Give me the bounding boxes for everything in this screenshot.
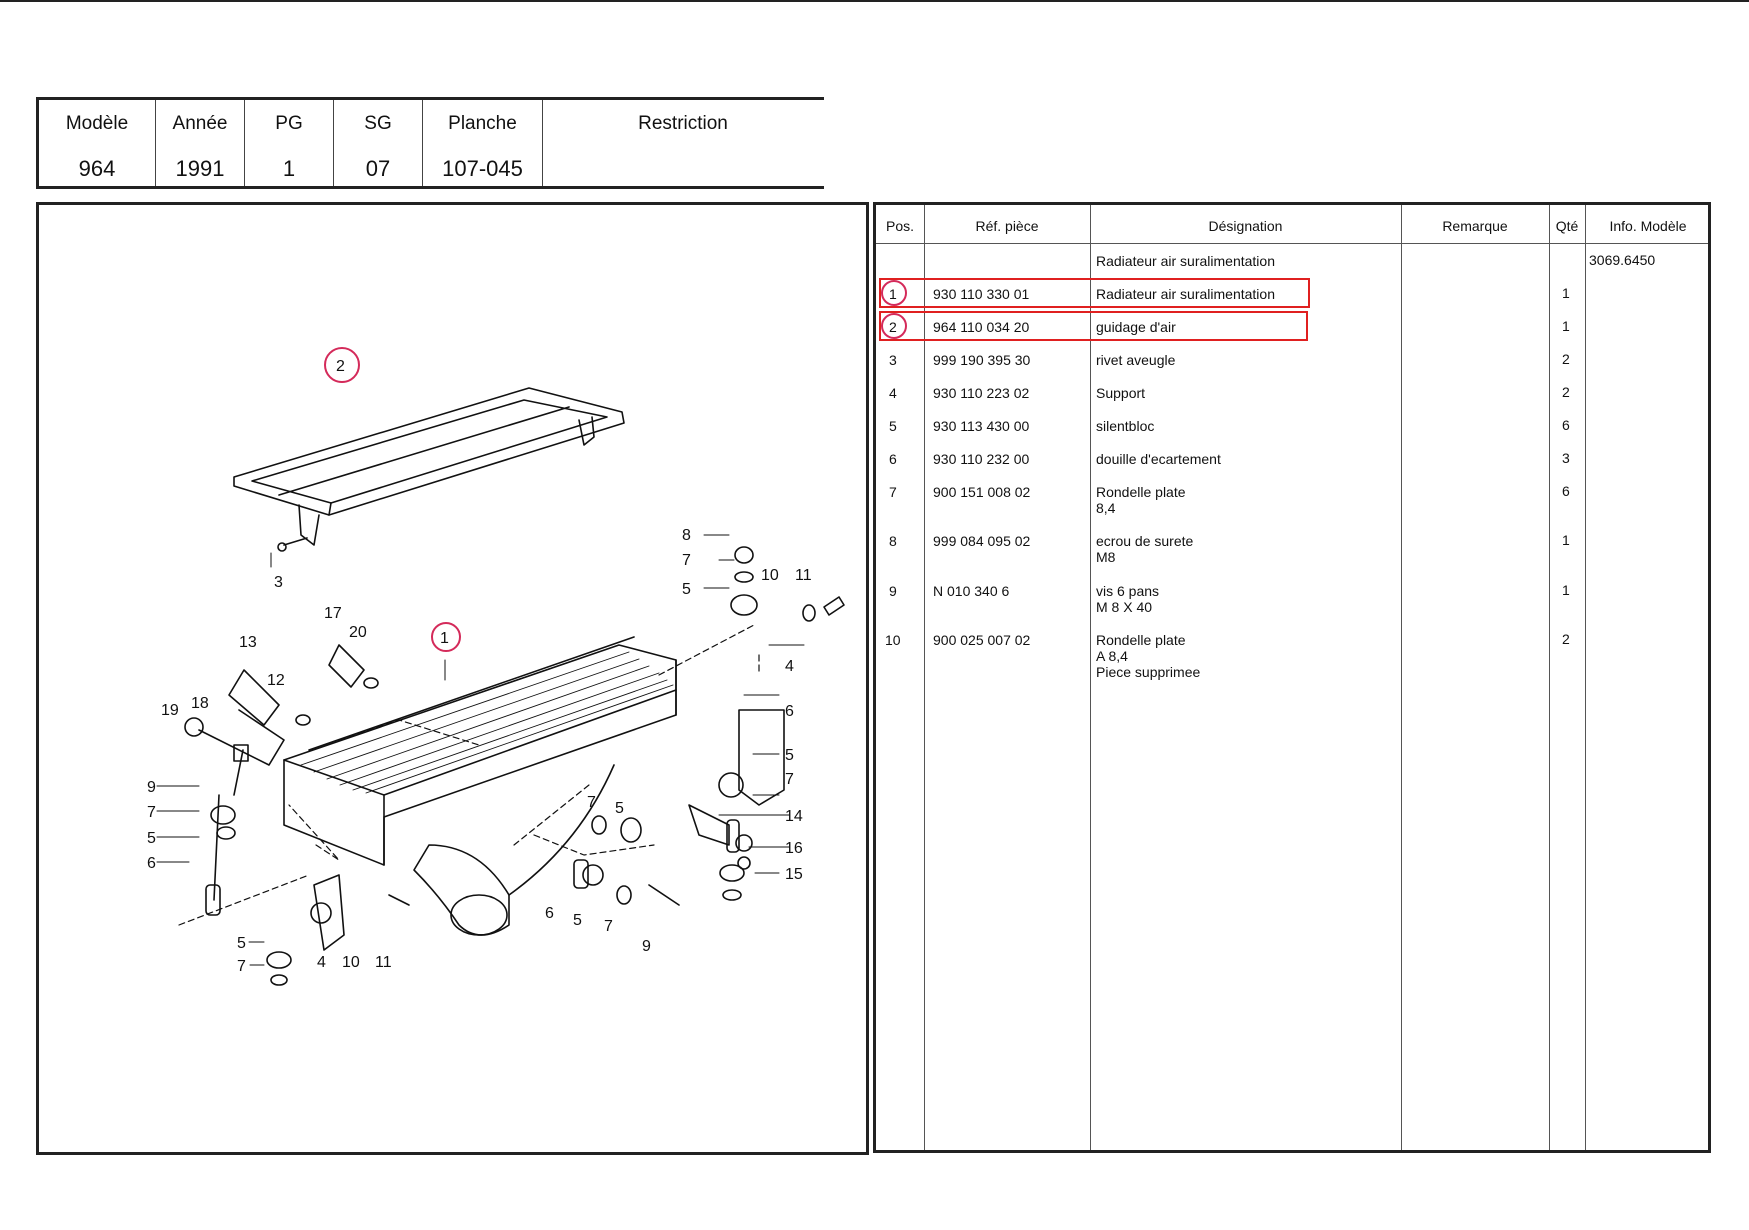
row-ref: 999 084 095 02 [933,533,1031,549]
header-value: 1 [282,156,296,181]
exploded-parts-diagram [36,202,869,1155]
callout-label: 10 [761,567,779,584]
callout-label: 19 [161,702,179,719]
callout-label: 20 [349,624,367,641]
row-ref: 930 113 430 00 [933,418,1030,434]
top-border-rule [0,0,1749,2]
row-qty: 1 [1562,318,1570,334]
row-designation: Support [1096,385,1146,401]
header-label: Modèle [65,113,129,134]
row-pos: 3 [889,352,897,368]
row-qty: 1 [1562,582,1570,598]
row-pos: 6 [889,451,897,467]
header-label: Restriction [638,113,728,134]
callout-label: 17 [324,605,342,622]
col-header-ref: Réf. pièce [975,218,1039,234]
row-pos: 10 [885,632,901,648]
row-ref: 930 110 223 02 [933,385,1030,401]
intercooler-drawing [39,205,866,1152]
row-qty: 6 [1562,417,1570,433]
row-pos: 5 [889,418,897,434]
row-designation: guidage d'air [1096,319,1176,335]
header-col-pg [245,100,334,186]
parts-table [873,202,1711,1153]
col-divider [1549,205,1550,1150]
callout-label: 5 [682,581,691,598]
intercooler-inlet-duct [414,765,614,935]
row-designation: douille d'ecartement [1096,451,1221,467]
row-pos: 7 [889,484,897,500]
callout-label: 7 [237,958,246,975]
callout-label: 11 [795,567,812,584]
callout-label: 14 [785,808,803,825]
col-divider [1401,205,1402,1150]
group-info-modele: 3069.6450 [1589,252,1656,268]
callout-label: 1 [440,630,449,647]
row-qty: 3 [1562,450,1570,466]
callout-label: 7 [147,804,156,821]
callout-label: 5 [785,747,794,764]
callout-label: 5 [615,800,624,817]
header-divider [876,243,1708,244]
callout-label: 5 [573,912,582,929]
callout-label: 5 [147,830,156,847]
header-label: Planche [448,113,517,134]
callout-label: 10 [342,954,360,971]
row-ref: N 010 340 6 [933,583,1010,599]
callout-label: 11 [375,954,392,971]
col-divider [924,205,925,1150]
callout-label: 6 [147,855,156,872]
row-designation: Radiateur air suralimentation [1096,286,1275,302]
air-guide-frame [234,388,624,551]
header-value: 1991 [175,156,225,181]
leader-dashes [179,625,759,925]
col-divider [1090,205,1091,1150]
row-qty: 6 [1562,483,1570,499]
row-designation: vis 6 pans M 8 X 40 [1096,583,1160,615]
callout-label: 5 [237,935,246,952]
row-ref: 999 190 395 30 [933,352,1031,368]
callout-label: 2 [336,358,345,375]
callout-label: 16 [785,840,803,857]
row-qty: 2 [1562,351,1570,367]
intercooler-core [284,637,676,865]
row-designation: ecrou de surete M8 [1096,533,1194,565]
row-ref: 930 110 330 01 [933,286,1030,302]
col-header-pos: Pos. [885,218,914,234]
row-qty: 2 [1562,631,1570,647]
callout-label: 15 [785,866,803,883]
row-designation: Rondelle plate A 8,4 Piece supprimee [1096,632,1201,680]
callout-label: 12 [267,672,285,689]
header-label: Année [172,113,228,134]
col-header-remarque: Remarque [1442,218,1508,234]
row-designation: rivet aveugle [1096,352,1176,368]
callout-label: 9 [642,938,651,955]
header-col-planche [423,100,543,186]
callout-label: 7 [785,771,794,788]
row-pos: 2 [889,319,897,335]
header-col-restriction [543,100,823,186]
callout-label: 13 [239,634,257,651]
callout-label: 6 [545,905,554,922]
row-qty: 1 [1562,285,1570,301]
callout-label: 7 [587,794,596,811]
col-header-qte: Qté [1555,218,1579,234]
header-value: 107-045 [442,156,523,181]
row-ref: 930 110 232 00 [933,451,1030,467]
header-value: 964 [78,156,116,181]
callout-label: 9 [147,779,156,796]
row-designation: silentbloc [1096,418,1155,434]
col-header-info: Info. Modèle [1609,218,1687,234]
callout-label: 8 [682,527,691,544]
header-col-modele [39,100,156,186]
row-pos: 9 [889,583,897,599]
callout-leaders [157,535,804,965]
row-pos: 1 [889,286,897,302]
row-ref: 900 151 008 02 [933,484,1031,500]
header-label: SG [364,113,392,134]
header-table [36,97,824,189]
header-col-annee [156,100,245,186]
header-label: PG [275,113,303,134]
callout-label: 4 [785,658,794,675]
col-header-designation: Désignation [1208,218,1283,234]
header-value: 07 [365,156,391,181]
row-pos: 8 [889,533,897,549]
group-designation: Radiateur air suralimentation [1096,253,1275,269]
callout-label: 3 [274,574,283,591]
col-divider [1585,205,1586,1150]
callout-label: 18 [191,695,209,712]
row-qty: 1 [1562,532,1570,548]
callout-label: 7 [682,552,691,569]
row-designation: Rondelle plate 8,4 [1096,484,1186,516]
header-col-sg [334,100,423,186]
row-pos: 4 [889,385,897,401]
callout-label: 6 [785,703,794,720]
callout-label: 7 [604,918,613,935]
callout-label: 4 [317,954,326,971]
row-qty: 2 [1562,384,1570,400]
row-ref: 900 025 007 02 [933,632,1031,648]
row-ref: 964 110 034 20 [933,319,1030,335]
